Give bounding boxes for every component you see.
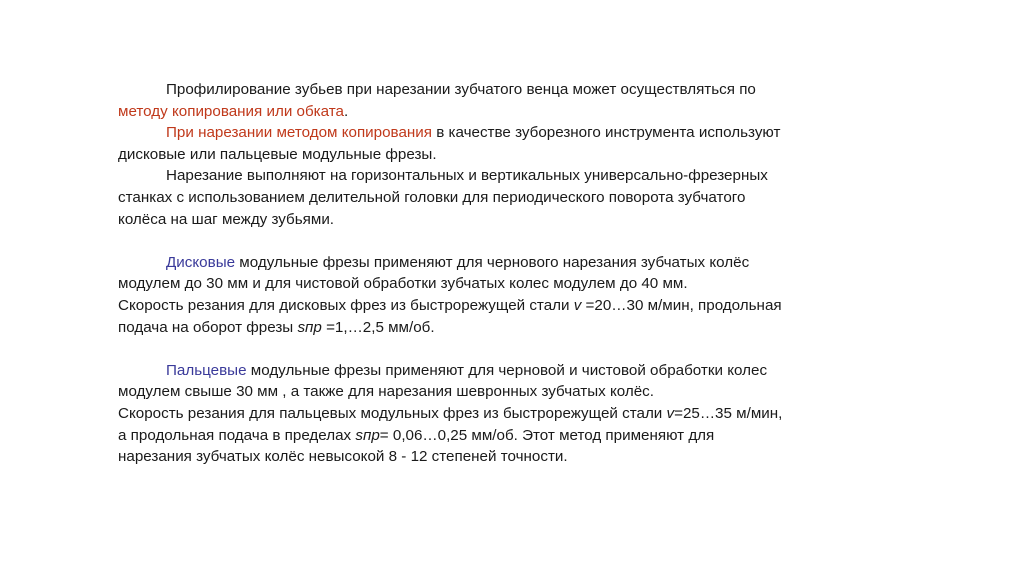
paragraph-2-line-1 <box>118 122 918 144</box>
paragraph-4-line-3 <box>118 295 918 317</box>
paragraph-4-line-4 <box>118 317 918 339</box>
spacer <box>118 338 918 360</box>
text-span: =20…30 м/мин, продольная <box>581 296 782 314</box>
highlight-copy-or-roll-method: методу копирования или обката <box>118 102 344 120</box>
highlight-finger-cutters: Пальцевые <box>166 361 247 379</box>
highlight-copy-method: При нарезании методом копирования <box>166 124 432 142</box>
symbol-v: v <box>666 404 675 422</box>
text-span: нарезания зубчатых колёс невысокой 8 - 12 степеней точности. <box>118 448 568 466</box>
text-span: подача на оборот фрезы <box>118 318 298 336</box>
text-span: колёса на шаг между зубьями. <box>118 210 335 228</box>
text-span: станках с использованием делительной головки для периодического поворота зубчатого <box>118 188 746 206</box>
text-span: модульные фрезы применяют для черновой и чистовой обработки колес <box>246 361 768 379</box>
text-span: модульные фрезы применяют для чернового нарезания зубчатых колёс <box>235 253 750 271</box>
paragraph-5-line-5 <box>118 446 918 468</box>
text-span: Скорость резания для дисковых фрез из быстрорежущей стали <box>118 296 574 314</box>
paragraph-4-line-1 <box>118 252 918 274</box>
text-span: Профилирование зубьев при нарезании зубчатого венца может осуществляться по <box>166 81 756 98</box>
text-span: а продольная подача в пределах <box>118 426 356 444</box>
text-span: Скорость резания для пальцевых модульных фрез из быстрорежущей стали <box>118 404 667 422</box>
paragraph-4-line-2 <box>118 273 918 295</box>
text-span: =25…35 м/мин, <box>674 404 783 422</box>
paragraph-5-line-1 <box>118 360 918 382</box>
paragraph-1-line-2 <box>118 101 918 123</box>
spacer <box>118 230 918 252</box>
slide-body-text <box>118 79 918 468</box>
text-span: =1,…2,5 мм/об. <box>321 318 435 336</box>
text-span: в качестве зуборезного инструмента используют <box>432 124 781 142</box>
text-span: Нарезание выполняют на горизонтальных и вертикальных универсально-фрезерных <box>166 167 768 185</box>
text-span: дисковые или пальцевые модульные фрезы. <box>118 145 437 163</box>
text-span: = 0,06…0,25 мм/об. Этот метод применяют для <box>379 426 715 444</box>
symbol-s-pr: sпр <box>355 426 380 444</box>
paragraph-3-line-3 <box>118 209 918 231</box>
paragraph-3-line-2 <box>118 187 918 209</box>
paragraph-1-line-1 <box>118 79 918 101</box>
text-span: модулем свыше 30 мм , а также для нарезания шевронных зубчатых колёс. <box>118 383 654 401</box>
text-span: . <box>344 102 349 120</box>
symbol-v: v <box>573 296 582 314</box>
paragraph-2-line-2 <box>118 144 918 166</box>
paragraph-3-line-1 <box>118 165 918 187</box>
symbol-s-pr: sпр <box>297 318 322 336</box>
paragraph-5-line-2 <box>118 381 918 403</box>
paragraph-5-line-4 <box>118 425 918 447</box>
highlight-disk-cutters: Дисковые <box>166 253 236 271</box>
text-span: модулем до 30 мм и для чистовой обработки зубчатых колес модулем до 40 мм. <box>118 275 688 293</box>
paragraph-5-line-3 <box>118 403 918 425</box>
